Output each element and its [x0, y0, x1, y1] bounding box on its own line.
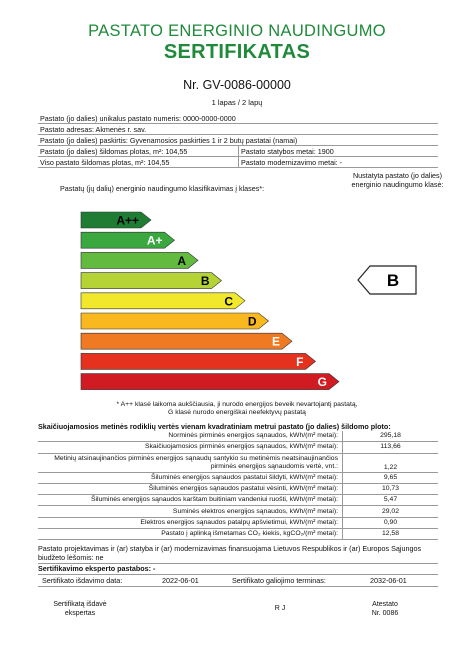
energy-class-e	[81, 333, 292, 349]
address-text: Pastato adresas: Akmenės r. sav.	[40, 125, 147, 134]
indicator-value: 9,65	[343, 472, 439, 483]
energy-class-label: A+	[146, 233, 163, 248]
built-year-text: Pastato statybos metai: 1900	[241, 147, 334, 156]
page-indicator: 1 lapas / 2 lapų	[211, 98, 263, 107]
indicator-value: 1,22	[343, 453, 439, 472]
issuer-line2: ekspertas	[64, 609, 96, 617]
energy-class-b	[81, 273, 222, 289]
heated-area-text: Pastato (jo dalies) šildomas plotas, m²: 104,55	[40, 147, 188, 156]
purpose-text: Pastato (jo dalies) paskirtis: Gyvenamosios paskirties 1 ir 2 butų pastatai (namai)	[40, 136, 298, 145]
classes-label: Pastatų (jų dalių) energinio naudingumo klasifikavimas į klases*:	[60, 184, 265, 193]
energy-class-a	[81, 252, 198, 268]
indicator-row	[38, 529, 438, 540]
valid-until-value: 2032-06-01	[370, 576, 407, 585]
project-funding-text: Pastato projektavimas ir (ar) statyba ir (ar) modernizavimas finansuojama Lietuvos Respublikos ir (ar) Europos Sąjungos biudžeto lėšomis: ne	[38, 545, 438, 564]
indicator-row	[38, 442, 438, 453]
issue-date-value: 2022-06-01	[162, 576, 199, 585]
energy-class-g	[81, 374, 339, 390]
energy-class-label: E	[271, 334, 280, 349]
indicator-row	[38, 431, 438, 442]
attestation-line1: Atestato	[372, 601, 398, 608]
energy-class-c	[81, 293, 245, 309]
issuer-line1: Sertifikatą išdavė	[53, 601, 107, 608]
title-line2: SERTIFIKATAS	[163, 41, 311, 63]
energy-class-label: D	[247, 314, 257, 329]
determined-class-label: Nustatyta pastato (jo dalies) energinio naudingumo klasė:	[351, 171, 444, 189]
indicator-label: Šiluminės energijos sąnaudos pastatui vėsinti, kWh/(m² metai):	[38, 483, 343, 494]
energy-class-aplusplus	[81, 212, 151, 228]
indicator-row	[38, 453, 438, 472]
class-note-line1: * A++ klasė laikoma aukščiausia, ji nurodo energijos beveik nevartojantį pastatą,	[116, 401, 358, 408]
indicator-value: 0,90	[343, 517, 439, 528]
energy-class-d	[81, 313, 269, 329]
energy-class-label: B	[200, 274, 210, 289]
indicator-label: Šiluminės energijos sąnaudos karštam buitiniam vandeniui ruošti, kWh/(m² metai):	[38, 495, 343, 506]
energy-class-label: A	[177, 253, 186, 268]
attestation-line2: Nr. 0086	[371, 609, 399, 617]
indicator-value: 12,58	[343, 529, 439, 540]
indicator-row	[38, 472, 438, 483]
issue-date-label: Sertifikato išdavimo data:	[42, 576, 123, 585]
energy-class-label: G	[317, 375, 327, 390]
expert-initials: R J	[274, 605, 286, 612]
energy-class-label: C	[224, 294, 233, 309]
determined-class-letter: B	[386, 271, 400, 290]
indicator-row	[38, 506, 438, 517]
attestation-block	[350, 601, 420, 618]
indicator-value: 5,47	[343, 495, 439, 506]
dates-row	[38, 574, 438, 587]
indicator-label: Metinių atsinaujinančios pirminės energijos sąnaudų santykio su metinėmis neatsinaujinančios pirminės energijos sąnaudomis vertė, vnt.:	[38, 453, 343, 472]
indicator-value: 295,18	[343, 431, 439, 442]
unique-no-text: Pastato (jo dalies) unikalus pastato numeris: 0000-0000-0000	[40, 114, 236, 123]
indicator-label: Šiluminės energijos sąnaudos pastatui šildyti, kWh/(m² metai):	[38, 472, 343, 483]
energy-class-aplus	[81, 232, 175, 248]
indicator-label: Suminės elektros energijos sąnaudos, kWh/(m² metai):	[38, 506, 343, 517]
energy-class-label: F	[296, 354, 304, 369]
indicator-value: 29,02	[343, 506, 439, 517]
indicators-header: Skaičiuojamosios metinės rodiklių vertės vienam kvadratiniam metrui pastato (jo dalies) šildomo ploto:	[38, 422, 391, 431]
indicator-value: 113,66	[343, 442, 439, 453]
indicator-row	[38, 495, 438, 506]
indicator-label: Elektros energijos sąnaudos patalpų apšvietimui, kWh/(m² metai):	[38, 517, 343, 528]
modernization-year-text: Pastato modernizavimo metai: -	[241, 158, 343, 167]
valid-until-label: Sertifikato galiojimo terminas:	[232, 576, 326, 585]
expert-notes: Sertifikavimo eksperto pastabos: -	[38, 564, 438, 575]
indicator-value: 10,73	[343, 483, 439, 494]
indicator-label: Skaičiuojamosios pirminės energijos sąnaudos, kWh/(m² metai):	[38, 442, 343, 453]
indicator-label: Norminės pirminės energijos sąnaudos, kWh/(m² metai):	[38, 431, 343, 442]
certificate-number: Nr. GV-0086-00000	[183, 78, 291, 92]
determined-class-marker	[358, 266, 416, 294]
issuer-block	[40, 601, 120, 618]
indicator-row	[38, 483, 438, 494]
energy-class-f	[81, 353, 316, 369]
total-area-text: Viso pastato šildomas plotas, m²: 104,55	[40, 158, 170, 167]
title-line1: PASTATO ENERGINIO NAUDINGUMO	[88, 22, 386, 40]
energy-class-label: A++	[116, 213, 139, 228]
indicators-table	[38, 431, 438, 540]
indicator-label: Pastato į aplinką išmetamas CO₂ kiekis, kgCO₂/(m² metai):	[38, 529, 343, 540]
indicator-row	[38, 517, 438, 528]
class-note-line2: G klasė nurodo energiškai neefektyvų pastatą	[168, 409, 306, 416]
